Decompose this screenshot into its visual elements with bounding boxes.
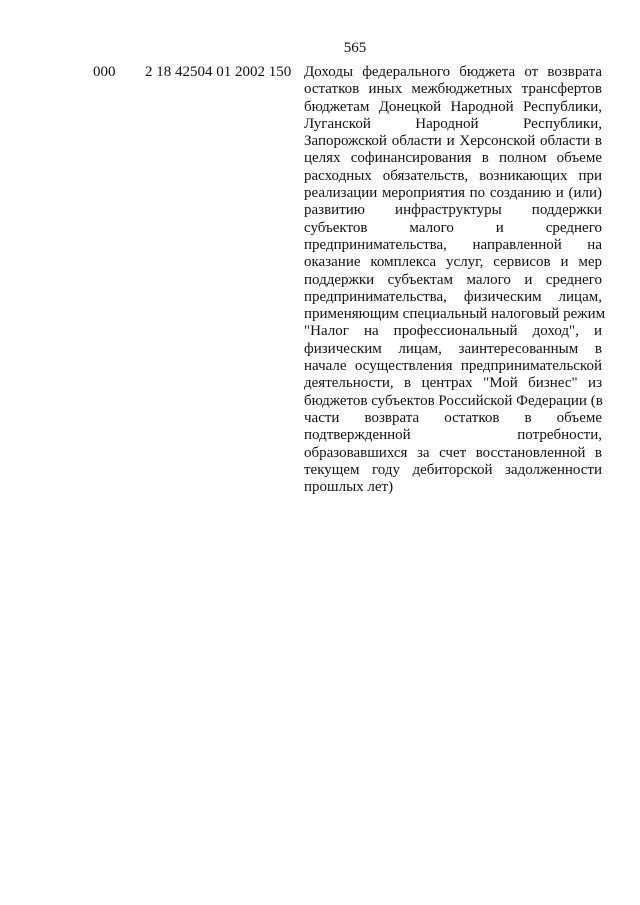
budget-classification-code: 2 18 42504 01 2002 150: [145, 64, 292, 80]
description-line: бюджетам Донецкой Народной Республики,: [304, 98, 602, 115]
description-line: целях софинансирования в полном объеме: [304, 150, 602, 167]
description-line: "Налог на профессиональный доход", и: [304, 323, 602, 340]
description-line: Запорожской области и Херсонской области в: [304, 133, 602, 150]
description-line: текущем году дебиторской задолженности: [304, 461, 602, 478]
description-line: начале осуществления предпринимательской: [304, 358, 602, 375]
description-line: применяющим специальный налоговый режим: [304, 306, 606, 323]
description-line: Доходы федерального бюджета от возврата: [304, 64, 602, 80]
description-line: реализации мероприятия по созданию и (или): [304, 185, 602, 202]
description-line: остатков иных межбюджетных трансфертов: [304, 81, 602, 98]
description-line: расходных обязательств, возникающих при: [304, 167, 602, 184]
description-line: образовавшихся за счет восстановленной в: [304, 444, 602, 461]
description-line: прошлых лет): [304, 479, 394, 496]
description-line: предпринимательства, физическим лицам,: [304, 288, 602, 305]
income-description: [304, 64, 606, 496]
description-line: физическим лицам, заинтересованным в: [304, 340, 602, 357]
description-line: оказание комплекса услуг, сервисов и мер: [304, 254, 602, 271]
description-line: части возврата остатков в объеме: [304, 409, 602, 426]
description-line: предпринимательства, направленной на: [304, 236, 602, 253]
description-line: Луганской Народной Республики,: [304, 115, 602, 132]
description-line: бюджетов субъектов Российской Федерации (в: [304, 392, 603, 409]
description-line: поддержки субъектам малого и среднего: [304, 271, 602, 288]
admin-code: 000: [93, 64, 116, 80]
description-line: подтвержденной потребности,: [304, 427, 602, 444]
description-line: субъектов малого и среднего: [304, 219, 602, 236]
page-number: 565: [343, 40, 367, 56]
description-line: развитию инфраструктуры поддержки: [304, 202, 602, 219]
description-line: деятельности, в центрах "Мой бизнес" из: [304, 375, 602, 392]
